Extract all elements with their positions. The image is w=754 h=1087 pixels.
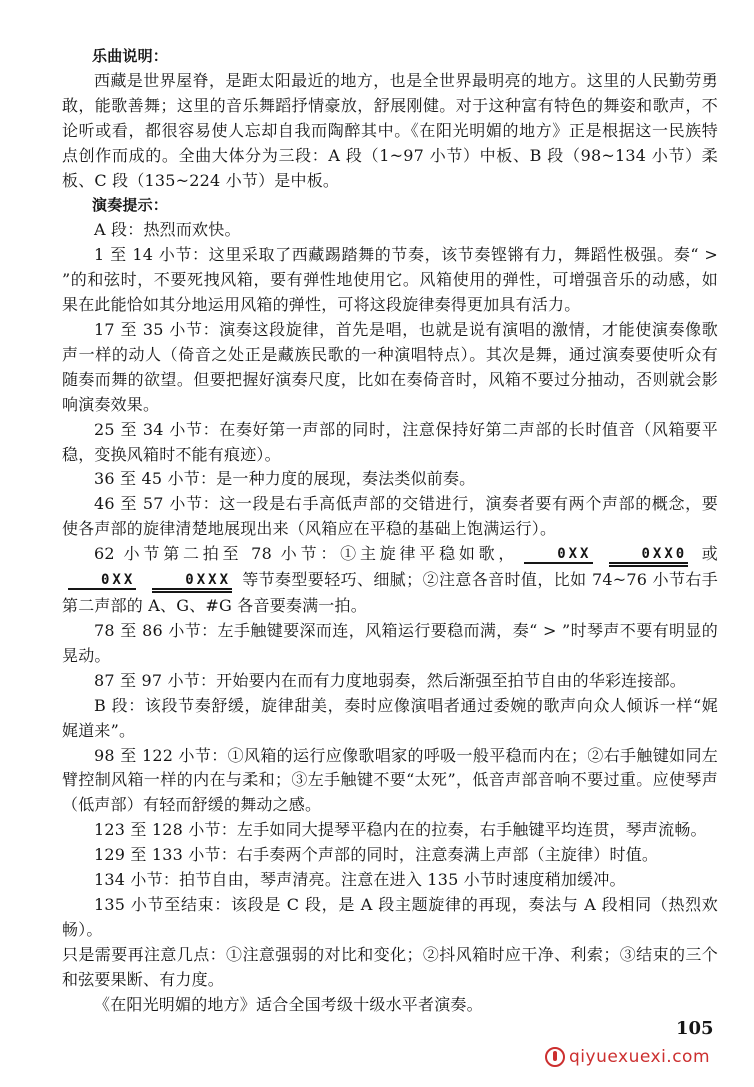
tip-paragraph-5: 46 至 57 小节：这一段是右手高低声部的交错进行，演奏者要有两个声部的概念，要使各声部的旋律清楚地展现出来（风箱应在平稳的基础上饱满运行）。 [62, 494, 718, 539]
section-b-paragraph: B 段：该段节奏舒缓，旋律甜美，奏时应像演唱者通过委婉的歌声向众人倾诉一样“娓娓道来”。 [62, 695, 718, 740]
tip-paragraph-13: 134 小节：拍节自由，琴声清亮。注意在进入 135 小节时速度稍加缓冲。 [94, 870, 626, 890]
heading-description: 乐曲说明： [92, 47, 169, 65]
description-paragraph: 西藏是世界屋脊，是距太阳最近的地方，也是全世界最明亮的地方。这里的人民勤劳勇敢，能歌善舞；这里的音乐舞蹈抒情豪放，舒展刚健。对于这种富有特色的舞姿和歌声，不论听或看，都很容易使人忘却自我而陶醉其中。《在阳光明媚的地方》正是根据这一民族特点创作而成的。全曲大体分为三段：A 段（1~97 小节）中板、B 段（98~134 小节）柔板、C 段（135~224 小节）是中板。 [62, 70, 718, 190]
rhythm-notation-3: 0XX [68, 572, 136, 590]
or-word: 或 [698, 544, 719, 564]
tip-paragraph-3: 25 至 34 小节：在奏好第一声部的同时，注意保持好第二声部的长时值音（风箱要平稳，变换风箱时不能有痕迹）。 [62, 419, 718, 464]
closing-paragraph: 《在阳光明媚的地方》适合全国考级十级水平者演奏。 [94, 994, 483, 1014]
rhythm-notation-1: 0XX [524, 546, 592, 564]
document-body [62, 44, 718, 1018]
tip-paragraph-14: 135 小节至结束：该段是 C 段，是 A 段主题旋律的再现，奏法与 A 段相同（热烈欢畅）。 [62, 895, 718, 939]
rhythm-notation-4: 0XXX [152, 572, 232, 593]
page-number: 105 [676, 1018, 714, 1039]
tip-paragraph-2: 17 至 35 小节：演奏这段旋律，首先是唱，也就是说有演唱的激情，才能使演奏像歌声一样的动人（倚音之处正是藏族民歌的一种演唱特点）。其次是舞，通过演奏要使听众有随奏而舞的欲望。但要把握好演奏尺度，比如在奏倚音时，风箱不要过分抽动，否则就会影响演奏效果。 [62, 319, 718, 414]
tip-paragraph-10: 98 至 122 小节：①风箱的运行应像歌唱家的呼吸一般平稳而内在；②右手触键如同左臂控制风箱一样的内在与柔和；③左手触键不要“太死”，低音声部音响不要过重。应使琴声（低声部）有轻而舒缓的舞动之感。 [62, 745, 718, 815]
tip-paragraph-4: 36 至 45 小节：是一种力度的展现，奏法类似前奏。 [94, 469, 476, 489]
watermark-text: qiyuexuexi.com [569, 1047, 710, 1067]
section-a-title: A 段：热烈而欢快。 [94, 220, 241, 240]
tip-paragraph-14-continued: 只是需要再注意几点：①注意强弱的对比和变化；②抖风箱时应干净、利索；③结束的三个和弦要果断、有力度。 [62, 944, 718, 989]
music-note-icon [545, 1047, 565, 1067]
tip-paragraph-6 [62, 542, 718, 619]
tip-paragraph-6-start: 62 小节第二拍至 78 小节：①主旋律平稳如歌， [94, 544, 519, 564]
watermark [545, 1047, 710, 1067]
rhythm-notation-2: 0XX0 [609, 546, 689, 567]
tip-paragraph-7: 78 至 86 小节：左手触键要深而连，风箱运行要稳而满，奏“ > ”时琴声不要有明显的晃动。 [62, 621, 718, 665]
tip-paragraph-8: 87 至 97 小节：开始要内在而有力度地弱奏，然后渐强至拍节自由的华彩连接部。 [94, 670, 686, 690]
heading-performance-tips: 演奏提示： [92, 196, 169, 215]
tip-paragraph-6-end: 等节奏型要轻巧、细腻；②注意各音时值，比如 74~76 小节右手第二声部的 A、G、#G 各音要奏满一拍。 [62, 570, 718, 616]
tip-paragraph-12: 129 至 133 小节：右手奏两个声部的同时，注意奏满上声部（主旋律）时值。 [94, 845, 659, 865]
tip-paragraph-1: 1 至 14 小节：这里采取了西藏踢踏舞的节奏，该节奏铿锵有力，舞蹈性极强。奏“ > ”的和弦时，不要死拽风箱，要有弹性地使用它。风箱使用的弹性，可增强音乐的动感，如果在此能恰如其分地运用风箱的弹性，可将这段旋律奏得更加具有活力。 [62, 245, 718, 315]
tip-paragraph-11: 123 至 128 小节：左手如同大提琴平稳内在的拉奏，右手触键平均连贯，琴声流畅。 [94, 820, 707, 840]
